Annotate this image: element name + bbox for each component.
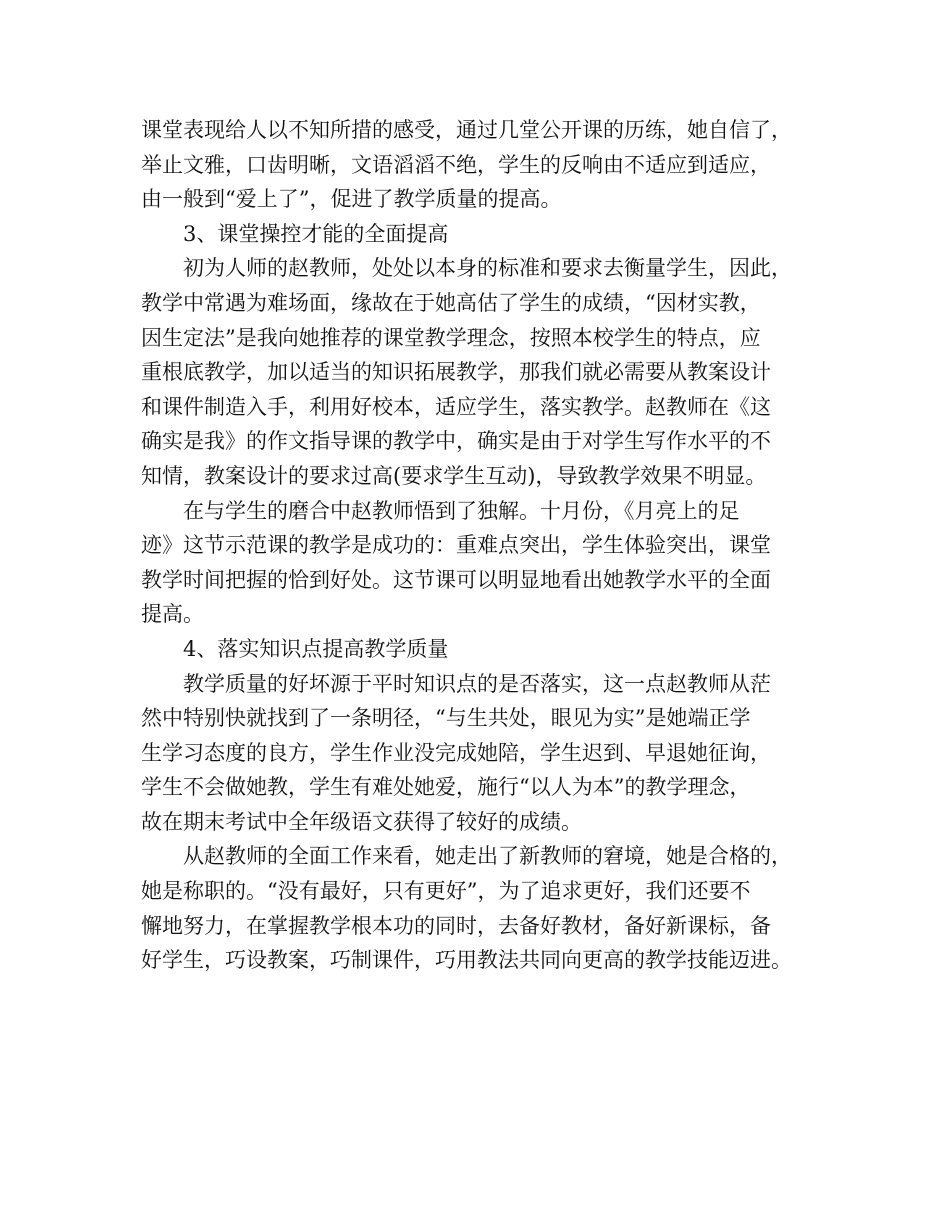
text-line: 迹》这节示范课的教学是成功的：重难点突出，学生体验突出，课堂 (141, 533, 771, 558)
text-line: 知情，教案设计的要求过高(要求学生互动)，导致教学效果不明显。 (141, 463, 767, 488)
text-line: 3、课堂操控才能的全面提高 (183, 221, 449, 246)
text-line: 然中特别快就找到了一条明径，“与生共处，眼见为实”是她端正学 (141, 706, 751, 731)
text-line: 学生不会做她教，学生有难处她爱，施行“以人为本”的教学理念， (141, 775, 751, 800)
text-line: 教学质量的好坏源于平时知识点的是否落实，这一点赵教师从茫 (183, 671, 771, 696)
text-line: 确实是我》的作文指导课的教学中，确实是由于对学生写作水平的不 (141, 429, 771, 454)
text-line: 和课件制造入手，利用好校本，适应学生，落实教学。赵教师在《这 (141, 394, 771, 419)
text-line: 因生定法”是我向她推荐的课堂教学理念，按照本校学生的特点，应 (141, 325, 761, 350)
text-line: 故在期末考试中全年级语文获得了较好的成绩。 (141, 809, 582, 834)
text-line: 从赵教师的全面工作来看，她走出了新教师的窘境，她是合格的， (183, 844, 792, 869)
text-line: 提高。 (141, 602, 204, 627)
text-line: 初为人师的赵教师，处处以本身的标准和要求去衡量学生，因此， (183, 256, 792, 281)
text-line: 重根底教学，加以适当的知识拓展教学，那我们就必需要从教案设计 (141, 360, 771, 385)
text-line: 由一般到“爱上了”，促进了教学质量的提高。 (141, 187, 562, 212)
text-line: 4、落实知识点提高教学质量 (183, 636, 449, 661)
text-line: 教学中常遇为难场面，缘故在于她高估了学生的成绩，“因材实教， (141, 290, 761, 315)
text-line: 好学生，巧设教案，巧制课件，巧用教法共同向更高的教学技能迈进。 (141, 948, 792, 973)
document-body (141, 113, 821, 978)
text-line: 生学习态度的良方，学生作业没完成她陪，学生迟到、早退她征询， (141, 740, 771, 765)
text-line: 在与学生的磨合中赵教师悟到了独解。十月份，《月亮上的足 (183, 498, 740, 523)
text-line: 她是称职的。“没有最好，只有更好”，为了追求更好，我们还要不 (141, 879, 751, 904)
text-line: 课堂表现给人以不知所措的感受，通过几堂公开课的历练，她自信了， (141, 118, 792, 142)
text-line: 教学时间把握的恰到好处。这节课可以明显地看出她教学水平的全面 (141, 567, 771, 592)
text-line: 举止文雅，口齿明晰，文语滔滔不绝，学生的反响由不适应到适应， (141, 152, 771, 177)
text-line: 懈地努力，在掌握教学根本功的同时，去备好教材，备好新课标，备 (141, 913, 771, 938)
